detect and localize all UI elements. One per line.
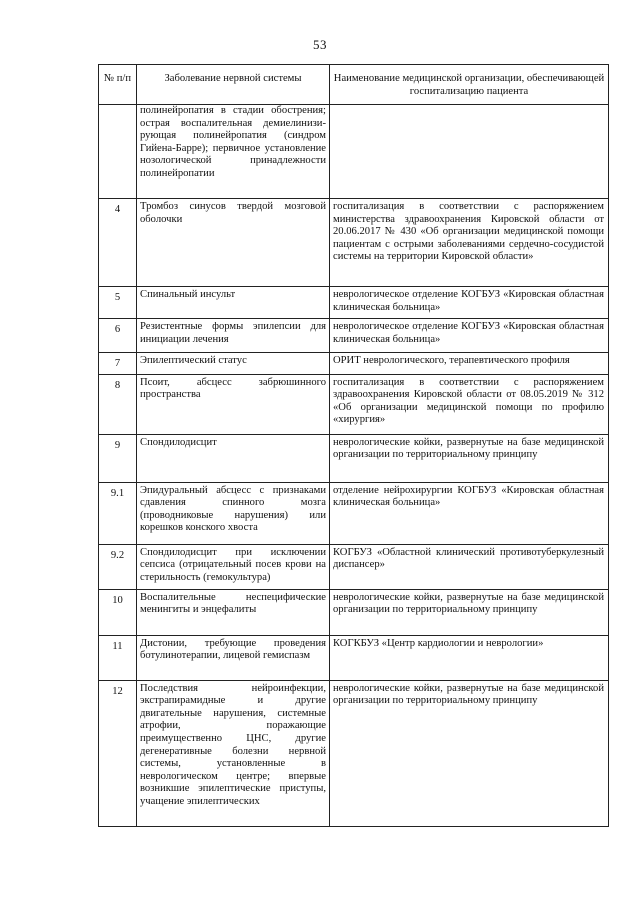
row-num: 12 (99, 680, 137, 826)
row-disease: Спондилодисцит при исключении сепсиса (отрицательный посев крови на стерильность (гемокультура) (137, 544, 330, 589)
row-num: 5 (99, 287, 137, 319)
row-disease: Воспалительные неспецифические менингиты и энцефалиты (137, 589, 330, 635)
row-num: 9 (99, 434, 137, 482)
table-row (99, 287, 609, 319)
row-num: 10 (99, 589, 137, 635)
row-organization: ОРИТ неврологического, терапевтического профиля (330, 353, 609, 375)
row-num (99, 105, 137, 199)
row-disease: Спинальный инсульт (137, 287, 330, 319)
table-row (99, 680, 609, 826)
row-num: 9.1 (99, 482, 137, 544)
row-disease: Спондилодисцит (137, 434, 330, 482)
row-organization: КОГКБУЗ «Центр кардиологии и неврологии» (330, 635, 609, 680)
hospitalization-table (98, 64, 609, 827)
table-row (99, 319, 609, 353)
row-num: 9.2 (99, 544, 137, 589)
table-row (99, 353, 609, 375)
table-row (99, 482, 609, 544)
row-organization: отделение нейрохирургии КОГБУЗ «Кировская областная клиническая больница» (330, 482, 609, 544)
table-row (99, 635, 609, 680)
row-num: 11 (99, 635, 137, 680)
row-disease: Тромбоз синусов твердой мозговой оболочки (137, 199, 330, 287)
table-row (99, 374, 609, 434)
row-organization: госпитализация в соответствии с распоряжением здравоохранения Кировской области от 08.05.2019 № 312 «Об организации медицинской помощи по профилю «хирургия» (330, 374, 609, 434)
row-num: 6 (99, 319, 137, 353)
row-num: 8 (99, 374, 137, 434)
table-row (99, 544, 609, 589)
row-num: 4 (99, 199, 137, 287)
row-organization: неврологические койки, развернутые на базе медицинской организации по территориальному принципу (330, 589, 609, 635)
row-organization: госпитализация в соответствии с распоряжением министерства здравоохранения Кировской области от 20.06.2017 № 430 «Об организации медицинской помощи пациентам с острыми заболеваниями сердечно-сосудистой системы на территории Кировской области» (330, 199, 609, 287)
table-row (99, 589, 609, 635)
row-num: 7 (99, 353, 137, 375)
row-disease: полинейропатия в стадии обострения; острая воспалительная демиелинизи-рующая полинейропатия (синдром Гийена-Барре); первичное установление нозологической принадлежности полинейропатии (137, 105, 330, 199)
page-number: 53 (313, 37, 327, 52)
row-disease: Последствия нейроинфекции, экстрапирамидные и другие двигательные нарушения, системные атрофии, поражающие преимущественно ЦНС, другие дегенеративные болезни нервной системы, установленные в неврологическом центре; впервые возникшие эпилептические приступы, учащение эпилептических (137, 680, 330, 826)
row-organization: неврологические койки, развернутые на базе медицинской организации по территориальному принципу (330, 680, 609, 826)
row-organization: неврологическое отделение КОГБУЗ «Кировская областная клиническая больница» (330, 287, 609, 319)
table-row (99, 199, 609, 287)
header-disease: Заболевание нервной системы (137, 65, 330, 105)
header-num: № п/п (99, 65, 137, 105)
row-organization: КОГБУЗ «Областной клинический противотуберкулезный диспансер» (330, 544, 609, 589)
table-row (99, 105, 609, 199)
row-disease: Эпилептический статус (137, 353, 330, 375)
table-header-row (99, 65, 609, 105)
row-organization (330, 105, 609, 199)
header-organization: Наименование медицинской организации, обеспечивающей госпитализацию пациента (330, 65, 609, 105)
row-disease: Дистонии, требующие проведения ботулинотерапии, лицевой гемиспазм (137, 635, 330, 680)
row-organization: неврологическое отделение КОГБУЗ «Кировская областная клиническая больница» (330, 319, 609, 353)
row-disease: Резистентные формы эпилепсии для инициации лечения (137, 319, 330, 353)
row-disease: Псоит, абсцесс забрюшинного пространства (137, 374, 330, 434)
row-disease: Эпидуральный абсцесс с признаками сдавления спинного мозга (проводниковые нарушения) или корешков конского хвоста (137, 482, 330, 544)
table-row (99, 434, 609, 482)
row-organization: неврологические койки, развернутые на базе медицинской организации по территориальному принципу (330, 434, 609, 482)
